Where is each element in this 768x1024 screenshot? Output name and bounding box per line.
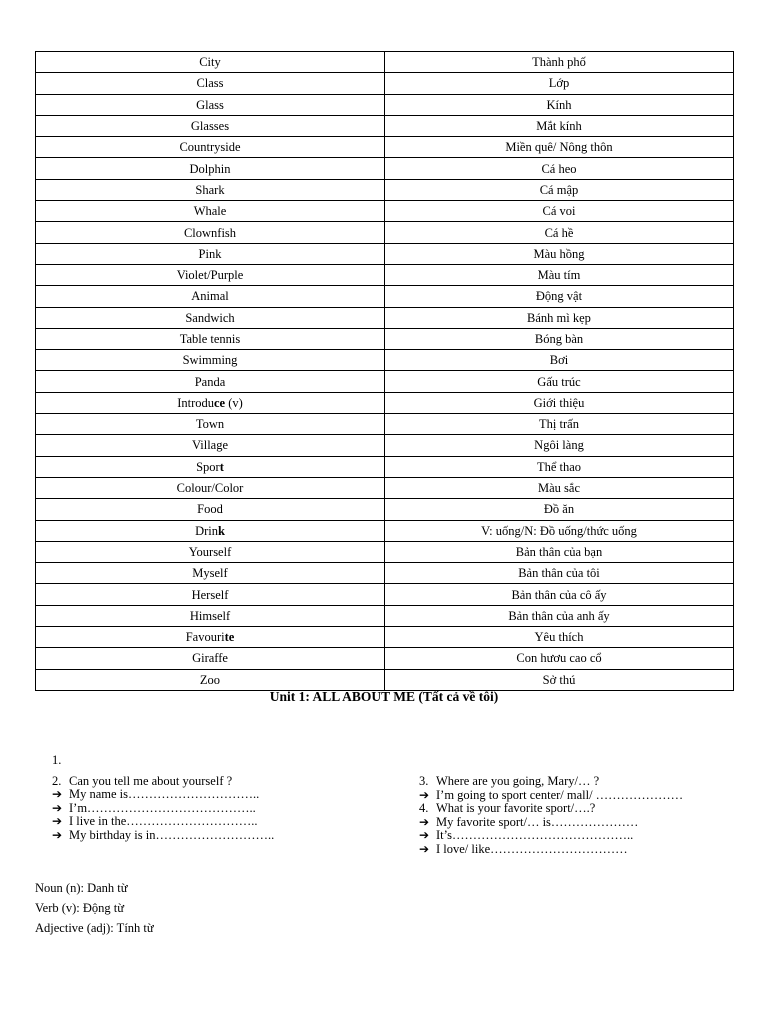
english-word: Introduce (v)	[36, 392, 385, 413]
table-row	[36, 158, 734, 179]
english-word: Drink	[36, 520, 385, 541]
vietnamese-meaning: Lớp	[385, 73, 734, 94]
vietnamese-meaning: Bánh mì kẹp	[385, 307, 734, 328]
item-1: 1.	[52, 753, 62, 767]
vietnamese-meaning: Động vật	[385, 286, 734, 307]
english-word: Giraffe	[36, 648, 385, 669]
note-adjective: Adjective (adj): Tính từ	[35, 921, 154, 935]
vietnamese-meaning: Bơi	[385, 350, 734, 371]
english-word: Panda	[36, 371, 385, 392]
answer-line: ➔ It’s……………………………………..	[419, 828, 634, 843]
vietnamese-meaning: Bóng bàn	[385, 328, 734, 349]
arrow-icon: ➔	[419, 841, 430, 856]
english-word: Village	[36, 435, 385, 456]
arrow-icon: ➔	[419, 787, 430, 802]
english-word: Herself	[36, 584, 385, 605]
english-word: Food	[36, 499, 385, 520]
arrow-icon: ➔	[419, 828, 430, 843]
vietnamese-meaning: Kính	[385, 94, 734, 115]
table-row	[36, 541, 734, 562]
table-row	[36, 179, 734, 200]
table-row	[36, 222, 734, 243]
vietnamese-meaning: Mắt kính	[385, 115, 734, 136]
english-word: Colour/Color	[36, 477, 385, 498]
table-row	[36, 73, 734, 94]
table-row	[36, 371, 734, 392]
note-noun: Noun (n): Danh từ	[35, 881, 128, 895]
english-word: Animal	[36, 286, 385, 307]
table-row	[36, 201, 734, 222]
arrow-icon: ➔	[52, 787, 63, 802]
answer-line: ➔ I live in the…………………………..	[52, 814, 258, 829]
vocabulary-table	[35, 51, 734, 691]
vietnamese-meaning: Giới thiệu	[385, 392, 734, 413]
table-row	[36, 435, 734, 456]
vietnamese-meaning: Cá voi	[385, 201, 734, 222]
english-word: Swimming	[36, 350, 385, 371]
english-word: Dolphin	[36, 158, 385, 179]
table-row	[36, 286, 734, 307]
table-row	[36, 563, 734, 584]
english-word: Violet/Purple	[36, 264, 385, 285]
vietnamese-meaning: V: uống/N: Đồ uống/thức uống	[385, 520, 734, 541]
english-word: Pink	[36, 243, 385, 264]
table-row	[36, 456, 734, 477]
question-2: 2. Can you tell me about yourself ?	[52, 773, 233, 788]
table-row	[36, 648, 734, 669]
english-word: Favourite	[36, 627, 385, 648]
note-verb: Verb (v): Động từ	[35, 901, 125, 915]
arrow-icon: ➔	[52, 814, 63, 829]
vietnamese-meaning: Màu hồng	[385, 243, 734, 264]
table-row	[36, 350, 734, 371]
arrow-icon: ➔	[52, 827, 63, 842]
table-row	[36, 605, 734, 626]
vietnamese-meaning: Cá mập	[385, 179, 734, 200]
english-word: Shark	[36, 179, 385, 200]
arrow-icon: ➔	[52, 800, 63, 815]
vietnamese-meaning: Thể thao	[385, 456, 734, 477]
table-row	[36, 307, 734, 328]
vietnamese-meaning: Đồ ăn	[385, 499, 734, 520]
table-row	[36, 520, 734, 541]
vietnamese-meaning: Bản thân của tôi	[385, 563, 734, 584]
english-word: Yourself	[36, 541, 385, 562]
table-row	[36, 52, 734, 73]
table-row	[36, 392, 734, 413]
table-row	[36, 627, 734, 648]
question-4: 4. What is your favorite sport/….?	[419, 801, 596, 816]
english-word: Class	[36, 73, 385, 94]
english-word: Town	[36, 414, 385, 435]
english-word: Clownfish	[36, 222, 385, 243]
answer-line: ➔ My favorite sport/… is…………………	[419, 814, 639, 829]
table-row	[36, 669, 734, 690]
table-row	[36, 328, 734, 349]
answer-line: ➔ I’m…………………………………..	[52, 800, 256, 815]
vietnamese-meaning: Bản thân của cô ấy	[385, 584, 734, 605]
table-row	[36, 414, 734, 435]
vietnamese-meaning: Cá hề	[385, 222, 734, 243]
english-word: Sport	[36, 456, 385, 477]
question-3: 3. Where are you going, Mary/… ?	[419, 774, 600, 788]
vietnamese-meaning: Cá heo	[385, 158, 734, 179]
answer-line: ➔ My birthday is in………………………..	[52, 827, 275, 842]
table-row	[36, 115, 734, 136]
english-word: Sandwich	[36, 307, 385, 328]
english-word: Glass	[36, 94, 385, 115]
english-word: Zoo	[36, 669, 385, 690]
table-row	[36, 94, 734, 115]
english-word: Whale	[36, 201, 385, 222]
vietnamese-meaning: Thành phố	[385, 52, 734, 73]
vietnamese-meaning: Bản thân của anh ấy	[385, 605, 734, 626]
english-word: City	[36, 52, 385, 73]
english-word: Himself	[36, 605, 385, 626]
vietnamese-meaning: Miền quê/ Nông thôn	[385, 137, 734, 158]
vietnamese-meaning: Yêu thích	[385, 627, 734, 648]
table-row	[36, 137, 734, 158]
english-word: Glasses	[36, 115, 385, 136]
vietnamese-meaning: Bản thân của bạn	[385, 541, 734, 562]
answer-line: ➔ I love/ like……………………………	[419, 841, 628, 856]
vietnamese-meaning: Gấu trúc	[385, 371, 734, 392]
answer-line: ➔ I’m going to sport center/ mall/ …………………	[419, 787, 684, 802]
right-exercises	[419, 775, 683, 857]
vietnamese-meaning: Con hươu cao cổ	[385, 648, 734, 669]
english-word: Myself	[36, 563, 385, 584]
vietnamese-meaning: Ngôi làng	[385, 435, 734, 456]
vietnamese-meaning: Màu tím	[385, 264, 734, 285]
arrow-icon: ➔	[419, 814, 430, 829]
english-word: Countryside	[36, 137, 385, 158]
answer-line: ➔ My name is…………………………..	[52, 787, 260, 802]
table-row	[36, 243, 734, 264]
unit-title: Unit 1: ALL ABOUT ME (Tất cả về tôi)	[269, 689, 499, 704]
left-exercises	[52, 754, 274, 843]
vietnamese-meaning: Thị trấn	[385, 414, 734, 435]
english-word: Table tennis	[36, 328, 385, 349]
vietnamese-meaning: Sở thú	[385, 669, 734, 690]
table-row	[36, 584, 734, 605]
vietnamese-meaning: Màu sắc	[385, 477, 734, 498]
table-row	[36, 477, 734, 498]
table-row	[36, 264, 734, 285]
table-row	[36, 499, 734, 520]
